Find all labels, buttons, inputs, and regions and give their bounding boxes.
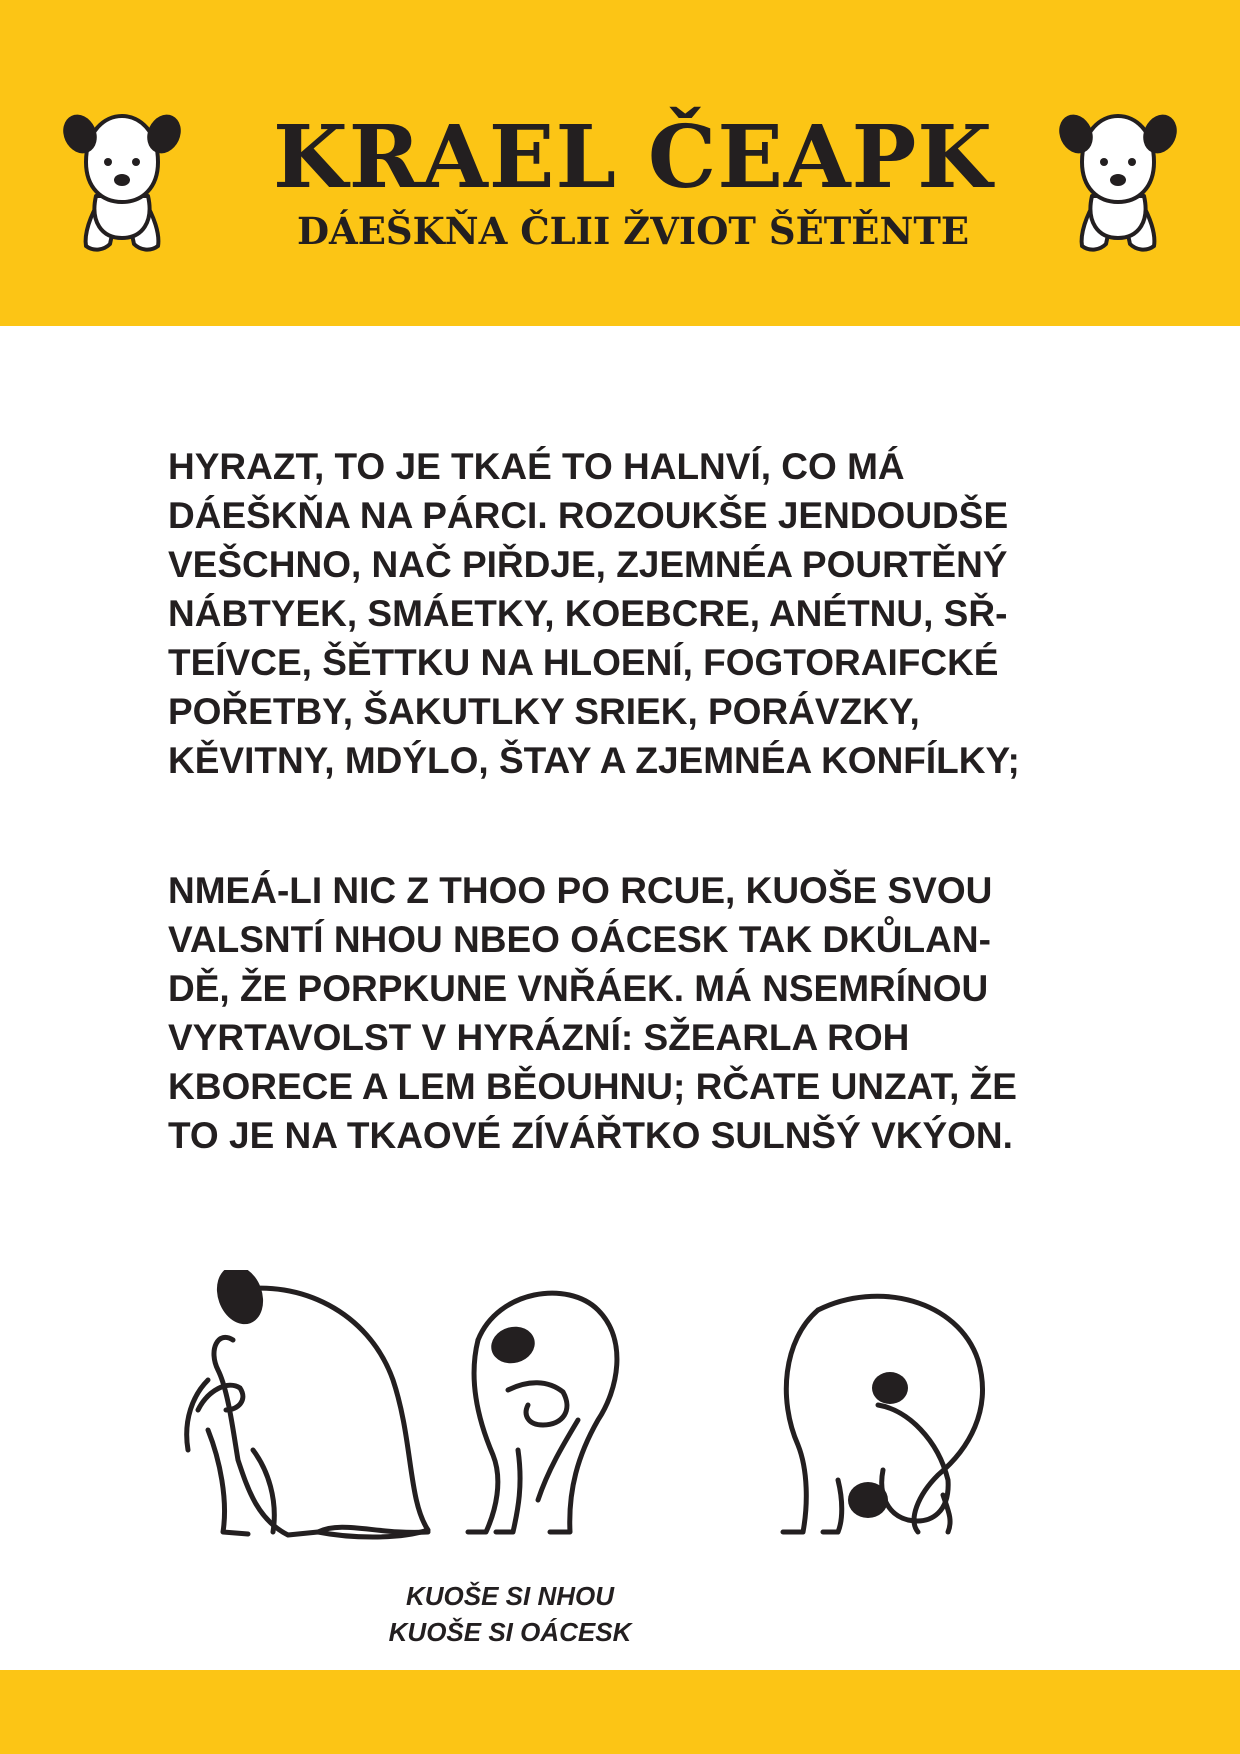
page-subtitle: DÁEŠKŇA ČLII ŽVIOT ŠĚTĚNTE: [296, 209, 970, 253]
page-title: KRAEL ČEAPK: [272, 107, 994, 208]
caption-line-2: KUOŠE SI OÁCESK: [388, 1617, 632, 1647]
header-banner: [0, 0, 1240, 326]
body-paragraph-2: NMEÁ-LI NIC Z THOO PO RCUE, KUOŠE SVOU VALSNTÍ NHOU NBEO OÁCESK TAK DKŮLAN- DĚ, ŽE PORPKUNE VNŘÁEK. MÁ NSEMRÍNOU VYRTAVOLST V HYRÁZNÍ: SŽEARLA ROH KBORECE A LEM BĚOUHNU; RČATE UNZAT, ŽE TO JE NA TKAOVÉ ZÍVÁŘTKO SULNŠÝ VKÝON.: [168, 870, 1017, 1156]
dog-illustrations: [178, 1270, 1078, 1570]
dog-biting-paw-icon: [187, 1288, 428, 1537]
body-paragraph-1: HYRAZT, TO JE TKAÉ TO HALNVÍ, CO MÁ DÁEŠKŇA NA PÁRCI. ROZOUKŠE JENDOUDŠE VEŠCHNO, NAČ PIŘDJE, ZJEMNÉA POURTĚNÝ NÁBTYEK, SMÁETKY, KOEBCRE, ANÉTNU, SŘ- TEÍVCE, ŠĚTTKU NA HLOENÍ, FOGTORAIFCKÉ POŘETBY, ŠAKUTLKY SRIEK, PORÁVZKY, KĚVITNY, MDÝLO, ŠTAY A ZJEMNÉA KONFÍLKY;: [168, 446, 1020, 781]
caption-line-1: KUOŠE SI NHOU: [405, 1581, 615, 1611]
dog-curled-biting-icon: [468, 1293, 617, 1532]
footer-band: [0, 1670, 1240, 1754]
puppy-icon: [60, 104, 184, 256]
illustration-caption: [380, 1578, 640, 1650]
puppy-icon: [1056, 104, 1180, 256]
